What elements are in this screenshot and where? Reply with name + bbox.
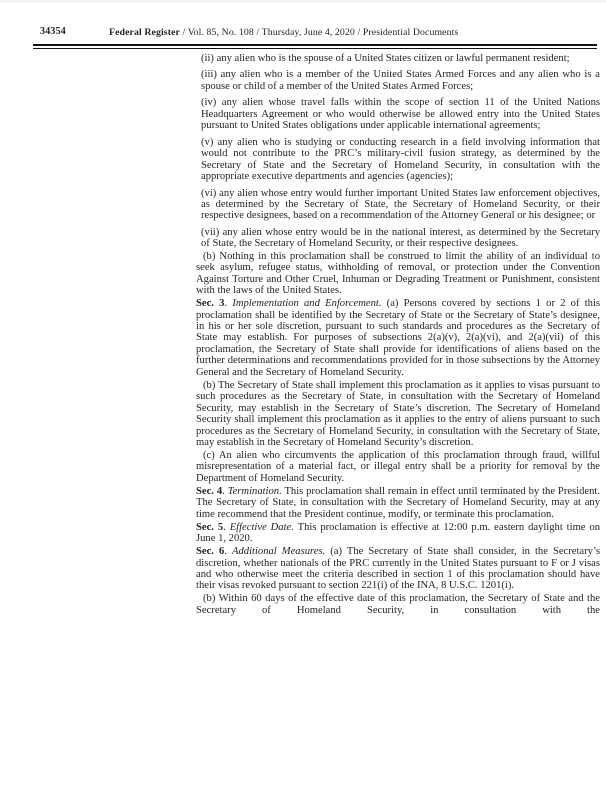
paragraph: [196, 298, 600, 378]
paragraph: [196, 546, 600, 592]
section-title: Additional Measures.: [232, 546, 326, 558]
page-top-edge: [0, 0, 606, 3]
section-label: Sec. 5: [196, 521, 224, 533]
header-title-rest: / Vol. 85, No. 108 / Thursday, June 4, 2020 / Presidential Documents: [179, 26, 459, 38]
paragraph: [201, 97, 600, 131]
paragraph-text: .: [224, 298, 233, 310]
section-label: Sec. 6: [196, 546, 225, 558]
paragraph-text: This proclamation shall remain in effect until terminated by the President. The Secretary of State, in consultation with the Secretary of Homeland Security, may at any time recommend that the President continue, modify, or terminate this proclamation.: [196, 485, 601, 520]
paragraph: [201, 188, 600, 222]
paragraph-text: This proclamation is effective at 12:00 p.m. eastern daylight time on June 1, 2020.: [196, 521, 601, 545]
page-number: 34354: [40, 26, 66, 37]
section-title: Termination.: [227, 485, 282, 497]
section-title: Implementation and Enforcement.: [232, 298, 382, 310]
paragraph-text: (b) Nothing in this proclamation shall be construed to limit the ability of an individual to seek asylum, refugee status, withholding of removal, or protection under the Convention Against Torture and Other Cruel, Inhuman or Degrading Treatment or Punishment, consistent with the laws of the United States.: [196, 250, 600, 297]
paragraph-text: (vii) any alien whose entry would be in the national interest, as determined by the Secretary of State, the Secretary of Homeland Security, or their respective designees.: [201, 226, 600, 250]
paragraph: [196, 450, 600, 484]
paragraph: [201, 227, 600, 250]
paragraph-text: .: [223, 521, 230, 533]
section-label: Sec. 4: [196, 485, 223, 497]
paragraph-text: (c) An alien who circumvents the application of this proclamation through fraud, willful misrepresentation of a material fact, or illegal entry shall be a priority for removal by the Department of Homeland Security.: [196, 450, 600, 484]
document-body: [196, 53, 600, 618]
paragraph-text: (v) any alien who is studying or conducting research in a field involving information that would not contribute to the PRC’s military-civil fusion strategy, as determined by the Secretary of State and the Secretary of Homeland Security, in consultation with the appropriate executive departments and agencies (agencies);: [201, 136, 600, 183]
paragraph-text: (b) The Secretary of State shall implement this proclamation as it applies to visas pursuant to such procedures as the Secretary of State, in consultation with the Secretary of Homeland Security, may establish in the Secretary of State’s discretion. The Secretary of Homeland Security shall implement this proclamation as it applies to the entry of aliens pursuant to such procedures as the Secretary of Homeland Security, in consultation with the Secretary of State, may establish in the Secretary of Homeland Security’s discretion.: [196, 379, 600, 449]
paragraph: [196, 522, 600, 545]
paragraph: [196, 251, 600, 297]
paragraph-text: (a) The Secretary of State shall consider, in the Secretary’s discretion, whether nationals of the PRC currently in the United States pursuant to F or J visas and who otherwise meet the criteria described in section 1 of this proclamation should have their visas revoked pursuant to section 221(i) of the INA, 8 U.S.C. 1201(i).: [196, 546, 601, 592]
paragraph-text: (vi) any alien whose entry would further important United States law enforcement objectives, as determined by the Secretary of State, the Secretary of Homeland Security, or their respective designees, based on a recommendation of the Attorney General or his designee; or: [201, 187, 600, 222]
paragraph: [201, 137, 600, 183]
paragraph-text: (b) Within 60 days of the effective date of this proclamation, the Secretary of State and the Secretary of Homeland Security, in consultation with the: [196, 593, 600, 616]
paragraph-text: (iv) any alien whose travel falls within the scope of section 11 of the United Nations Headquarters Agreement or who would otherwise be allowed entry into the United States pursuant to United States obligations under applicable international agreements;: [201, 97, 600, 132]
paragraph: [201, 53, 600, 64]
header-title-bold: Federal Register: [109, 26, 180, 38]
header-title: [109, 27, 458, 38]
paragraph: [196, 486, 600, 520]
section-label: Sec. 3: [196, 298, 225, 310]
paragraph: [196, 380, 600, 449]
paragraph-text: .: [224, 546, 232, 558]
paragraph-text: .: [222, 485, 228, 497]
paragraph: [196, 593, 600, 616]
paragraph: [201, 69, 600, 92]
paragraph-text: (ii) any alien who is the spouse of a United States citizen or lawful permanent resident;: [201, 53, 570, 64]
paragraph-text: (a) Persons covered by sections 1 or 2 of this proclamation shall be identified by the Secretary of State or the Secretary of State’s designee, in his or her sole discretion, pursuant to such standards and procedures as the Secretary of State may establish. For purposes of subsections 2(a)(v), 2(a)(vi), and 2(a)(vii) of this proclamation, the Secretary of State shall provide for identifications of aliens based on the further determinations and recommendations provided for in those subsections by the Attorney General and the Secretary of Homeland Security.: [196, 298, 601, 378]
header-rule: [33, 44, 597, 49]
section-title: Effective Date.: [229, 521, 294, 533]
paragraph-text: (iii) any alien who is a member of the United States Armed Forces and any alien who is a spouse or child of a member of the United States Armed Forces;: [201, 69, 600, 92]
